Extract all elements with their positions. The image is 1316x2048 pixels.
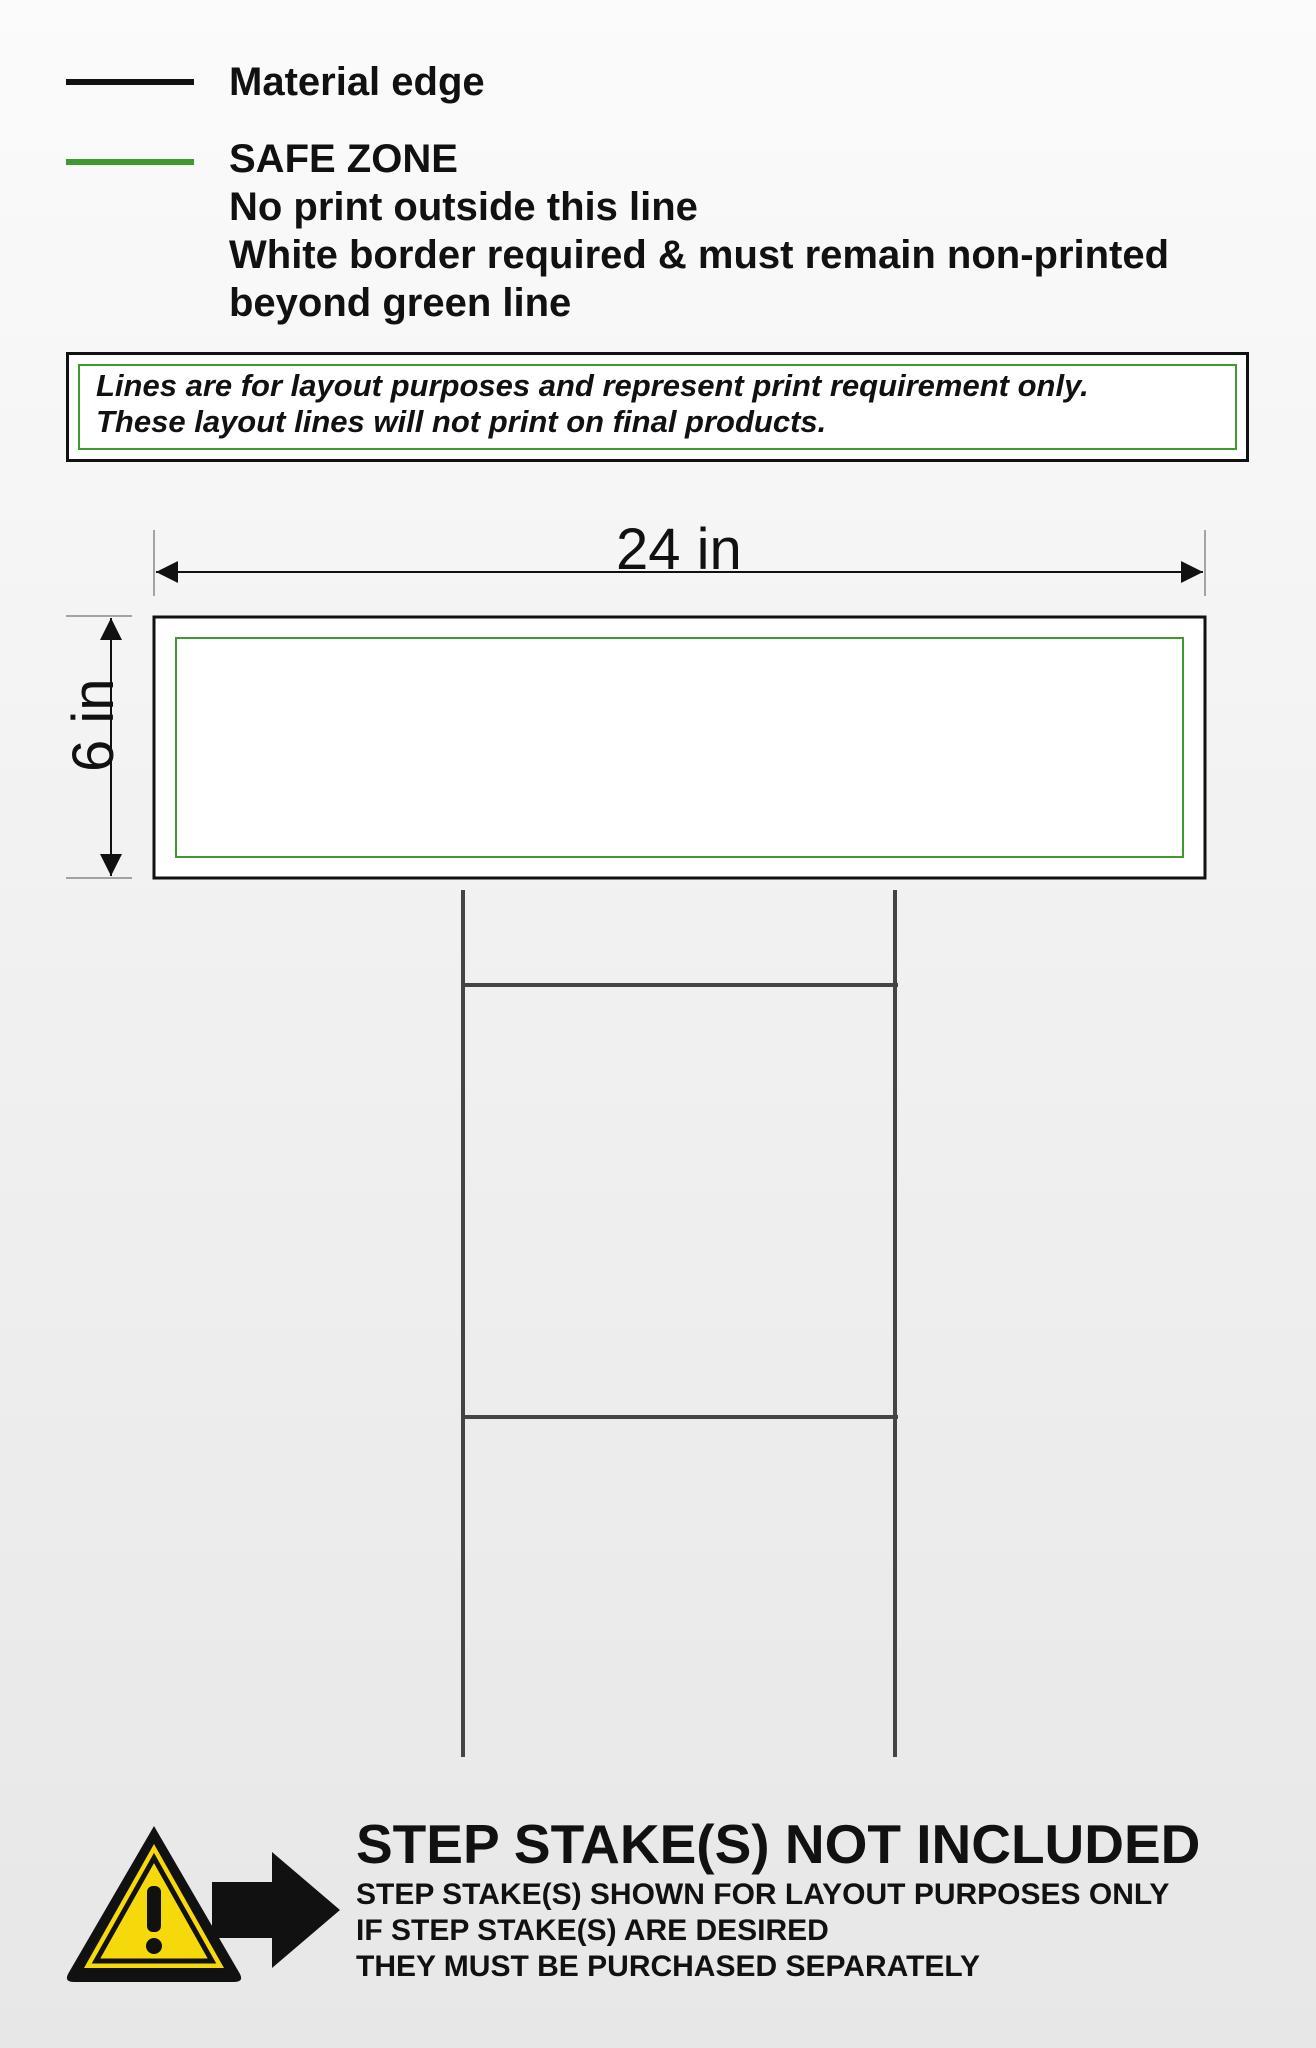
warning-line: THEY MUST BE PURCHASED SEPARATELY	[356, 1950, 980, 1983]
safe-zone-title: SAFE ZONE	[229, 137, 458, 181]
step-stake	[461, 890, 898, 1757]
width-dimension-label: 24 in	[616, 517, 742, 582]
safe-zone-line: White border required & must remain non-printed	[229, 233, 1170, 277]
warning-line: IF STEP STAKE(S) ARE DESIRED	[356, 1914, 829, 1947]
warning-triangle-icon	[62, 1818, 352, 1988]
height-dimension-label: 6 in	[61, 678, 126, 772]
warning-line: STEP STAKE(S) SHOWN FOR LAYOUT PURPOSES ONLY	[356, 1878, 1170, 1911]
note-line: Lines are for layout purposes and represent print requirement only.	[96, 368, 1089, 403]
safe-zone-line: No print outside this line	[229, 185, 698, 229]
sign-material-edge	[154, 617, 1205, 878]
material-edge-label: Material edge	[229, 60, 485, 104]
arrow-right-icon	[212, 1852, 340, 1968]
safe-zone-line: beyond green line	[229, 281, 572, 325]
warning-title: STEP STAKE(S) NOT INCLUDED	[356, 1813, 1201, 1875]
note-line: These layout lines will not print on final products.	[96, 404, 827, 439]
